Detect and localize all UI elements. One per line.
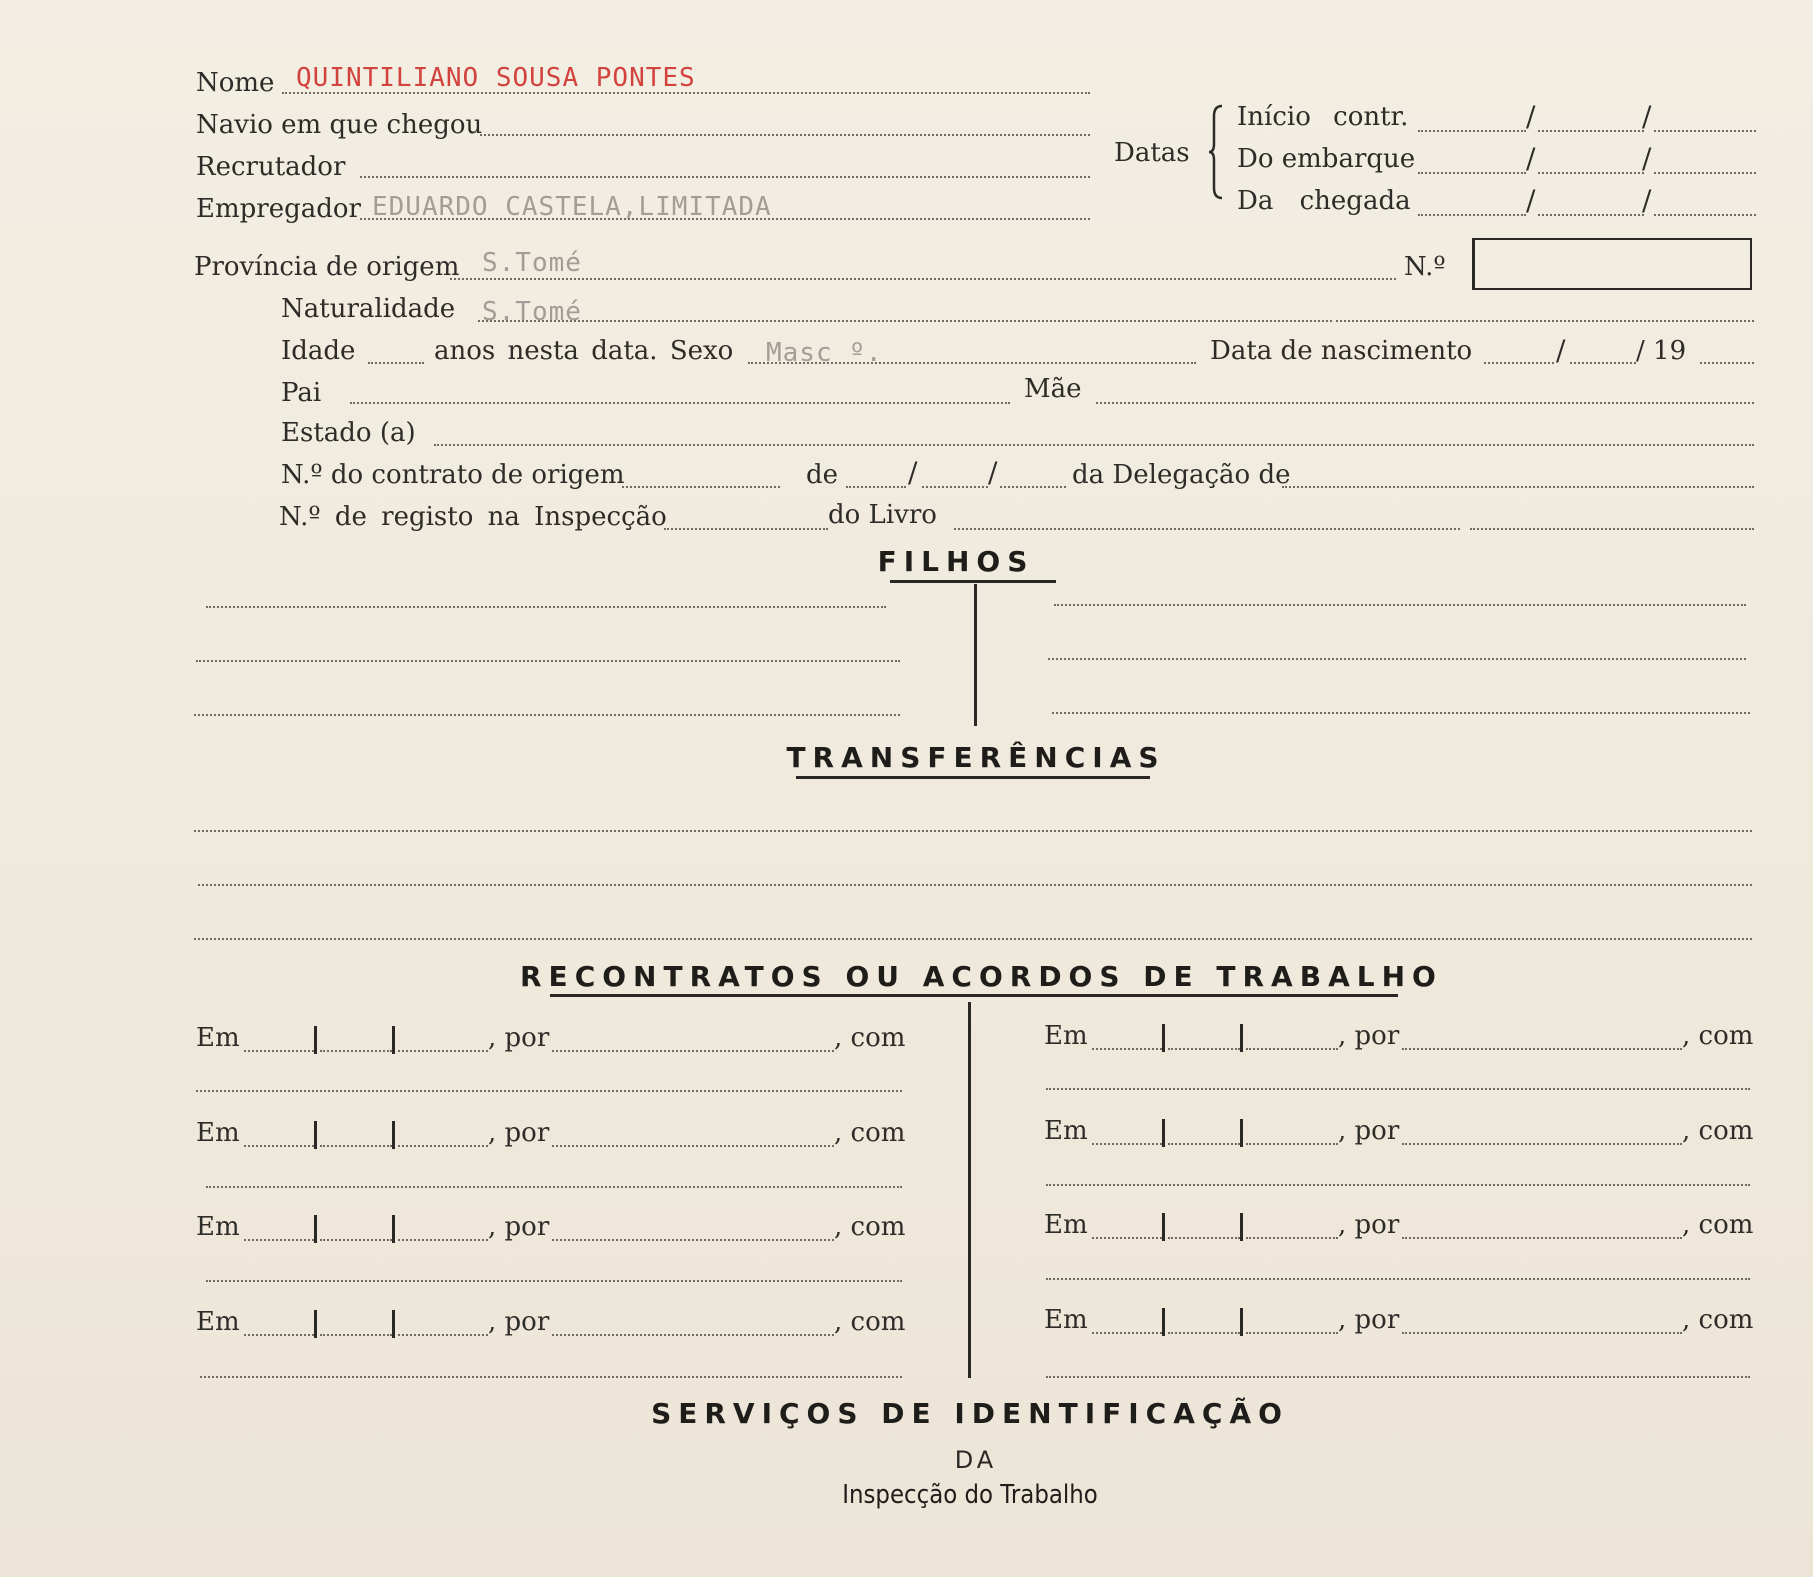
filhos-line [206, 606, 886, 608]
recontrato-em: Em [1044, 1116, 1088, 1146]
date-dots [320, 1145, 392, 1147]
filhos-divider [974, 584, 977, 726]
filhos-heading: FILHOS [877, 545, 1035, 578]
transferencias-underline [796, 776, 1150, 779]
date-dots [320, 1334, 392, 1336]
date-dots [1246, 1332, 1338, 1334]
continuation-line [1046, 1376, 1750, 1378]
empregador-label: Empregador [196, 194, 361, 224]
contrato-de-label: de [806, 460, 839, 490]
datas-inicio-day [1418, 130, 1526, 132]
datas-inicio-year [1654, 130, 1756, 132]
transferencias-heading: TRANSFERÊNCIAS [786, 741, 1166, 774]
recontrato-com: , com [834, 1307, 906, 1337]
por-dots [1402, 1237, 1682, 1239]
nascimento-label: Data de nascimento [1210, 336, 1473, 366]
date-dots [1168, 1048, 1240, 1050]
por-dots [552, 1239, 834, 1241]
contrato-label: N.º do contrato de origem [281, 460, 625, 490]
date-separator [314, 1121, 317, 1149]
date-dots [1092, 1048, 1162, 1050]
date-dots [244, 1145, 314, 1147]
date-dots [1092, 1332, 1162, 1334]
pai-line [350, 402, 1010, 404]
registo-label: N.º de registo na Inspecção [279, 502, 667, 532]
estado-line [434, 444, 1754, 446]
recontrato-por: , por [488, 1118, 550, 1148]
por-dots [552, 1050, 834, 1052]
date-dots [244, 1050, 314, 1052]
registo-line [664, 528, 828, 530]
recontrato-por: , por [1338, 1305, 1400, 1335]
date-dots [1092, 1237, 1162, 1239]
recontratos-divider [968, 1002, 971, 1378]
date-dots [398, 1050, 488, 1052]
date-separator [314, 1215, 317, 1243]
por-dots [1402, 1143, 1682, 1145]
naturalidade-line [478, 320, 1332, 322]
date-separator [1240, 1308, 1243, 1336]
livro-line [954, 528, 1460, 530]
date-dots [1168, 1332, 1240, 1334]
date-dots [1092, 1143, 1162, 1145]
nascimento-month [1570, 362, 1636, 364]
datas-brace-icon [1208, 104, 1226, 200]
contrato-line [622, 486, 780, 488]
recrutador-line [360, 176, 1090, 178]
contrato-day [846, 486, 906, 488]
recontrato-em: Em [196, 1212, 240, 1242]
nascimento-year-prefix: / 19 [1636, 336, 1687, 366]
por-dots [1402, 1048, 1682, 1050]
provincia-label: Província de origem [194, 252, 460, 282]
servicos-heading: SERVIÇOS DE IDENTIFICAÇÃO [651, 1397, 1289, 1430]
date-dots [320, 1050, 392, 1052]
mae-line [1096, 402, 1754, 404]
date-dots [244, 1334, 314, 1336]
recontrato-com: , com [834, 1023, 906, 1053]
recontrato-por: , por [488, 1307, 550, 1337]
datas-chegada-day [1418, 214, 1526, 216]
mae-label: Mãe [1024, 374, 1082, 404]
livro-line-2 [1470, 528, 1754, 530]
date-separator [1240, 1024, 1243, 1052]
datas-chegada-month [1538, 214, 1644, 216]
delegacao-label: da Delegação de [1072, 460, 1291, 490]
date-separator [392, 1310, 395, 1338]
numero-box [1472, 238, 1752, 290]
date-separator [1162, 1024, 1165, 1052]
continuation-line [200, 1376, 902, 1378]
recontratos-underline [550, 994, 1398, 997]
delegacao-line [1282, 486, 1754, 488]
recontrato-em: Em [196, 1023, 240, 1053]
recontrato-em: Em [1044, 1210, 1088, 1240]
datas-inicio-label: Início contr. [1237, 102, 1409, 132]
continuation-line [206, 1280, 902, 1282]
filhos-line [194, 714, 900, 716]
sexo-line [748, 362, 1196, 364]
nome-label: Nome [196, 68, 275, 98]
navio-line [480, 134, 1090, 136]
date-separator [392, 1026, 395, 1054]
recontrato-em: Em [196, 1118, 240, 1148]
continuation-line [196, 1090, 902, 1092]
date-dots [1168, 1143, 1240, 1145]
filhos-line [1052, 712, 1750, 714]
nome-line [282, 92, 1090, 94]
recontrato-com: , com [834, 1118, 906, 1148]
da-label: DA [954, 1446, 998, 1474]
date-dots [1246, 1143, 1338, 1145]
naturalidade-label: Naturalidade [281, 294, 456, 324]
filhos-line [1054, 604, 1746, 606]
continuation-line [1046, 1278, 1750, 1280]
recontrato-por: , por [1338, 1116, 1400, 1146]
date-dots [244, 1239, 314, 1241]
navio-label: Navio em que chegou [196, 110, 483, 140]
date-separator [392, 1121, 395, 1149]
date-separator [1162, 1119, 1165, 1147]
date-separator [314, 1026, 317, 1054]
estado-label: Estado (a) [281, 418, 416, 448]
recontrato-por: , por [1338, 1021, 1400, 1051]
recontrato-com: , com [1682, 1116, 1754, 1146]
pai-label: Pai [281, 378, 322, 408]
continuation-line [206, 1186, 902, 1188]
empregador-value: EDUARDO CASTELA,LIMITADA [372, 192, 772, 222]
transferencias-line [198, 884, 1752, 886]
filhos-underline [890, 580, 1056, 583]
datas-embarque-year [1654, 172, 1756, 174]
recontrato-por: , por [1338, 1210, 1400, 1240]
idade-label: Idade [281, 336, 356, 366]
datas-embarque-month [1538, 172, 1644, 174]
continuation-line [1046, 1088, 1750, 1090]
empregador-line [360, 218, 1090, 220]
livro-label: do Livro [828, 500, 937, 530]
recontrato-por: , por [488, 1023, 550, 1053]
por-dots [552, 1334, 834, 1336]
recontrato-por: , por [488, 1212, 550, 1242]
date-dots [1168, 1237, 1240, 1239]
naturalidade-value: S.Tomé [482, 297, 582, 327]
recontrato-em: Em [1044, 1021, 1088, 1051]
date-separator [314, 1310, 317, 1338]
date-separator [1240, 1119, 1243, 1147]
date-dots [398, 1334, 488, 1336]
por-dots [1402, 1332, 1682, 1334]
continuation-line [1046, 1184, 1750, 1186]
idade-line [368, 362, 424, 364]
registration-card: Nome QUINTILIANO SOUSA PONTES Navio em que chegou Recrutador Empregador EDUARDO CASTELA,LIMITADA Datas Início contr. Do embarque Da chegada / / / / / / Província de origem S.Tomé N.º Naturalidade S.Tomé Idade anos nesta data. Sexo Masc º. Data de nascimento / / 19 Pai Mãe Estado (a) N.º do contrato de origem de / / da Delegação de N.º de registo na Inspecção do Livro FILHOS TRANSFERÊNCIAS RECONTRATOS OU ACORDOS DE TRABALHO Em , por , com Em , por , com Em , por , com Em , por , com Em , por , com Em , por , com Em , por , com Em , por , com SERVIÇOS DE IDENTIFICAÇÃO DA Inspecção do Trabalho [0, 0, 1813, 1577]
recontrato-em: Em [196, 1307, 240, 1337]
date-separator [392, 1215, 395, 1243]
naturalidade-line-2 [1336, 320, 1754, 322]
filhos-line [196, 660, 900, 662]
datas-chegada-label: Da chegada [1237, 186, 1411, 216]
datas-embarque-label: Do embarque [1237, 144, 1416, 174]
recontrato-com: , com [1682, 1210, 1754, 1240]
recrutador-label: Recrutador [196, 152, 346, 182]
provincia-value: S.Tomé [482, 248, 582, 278]
datas-embarque-day [1418, 172, 1526, 174]
recontrato-com: , com [1682, 1021, 1754, 1051]
anos-sexo-label: anos nesta data. Sexo [434, 336, 734, 366]
date-dots [398, 1239, 488, 1241]
nome-value: QUINTILIANO SOUSA PONTES [296, 63, 696, 93]
recontrato-com: , com [834, 1212, 906, 1242]
filhos-line [1048, 658, 1746, 660]
contrato-month [922, 486, 988, 488]
recontratos-heading: RECONTRATOS OU ACORDOS DE TRABALHO [520, 960, 1443, 993]
recontrato-com: , com [1682, 1305, 1754, 1335]
nascimento-day [1484, 362, 1554, 364]
date-separator [1162, 1308, 1165, 1336]
numero-label: N.º [1404, 252, 1446, 282]
date-dots [1246, 1237, 1338, 1239]
sexo-value: Masc º. [766, 338, 883, 368]
provincia-line [450, 278, 1396, 280]
datas-inicio-month [1538, 130, 1644, 132]
datas-label: Datas [1114, 138, 1190, 168]
por-dots [552, 1145, 834, 1147]
contrato-year [1000, 486, 1066, 488]
recontrato-em: Em [1044, 1305, 1088, 1335]
inspeccao-label: Inspecção do Trabalho [842, 1480, 1098, 1510]
date-separator [1240, 1213, 1243, 1241]
datas-chegada-year [1654, 214, 1756, 216]
transferencias-line [194, 938, 1752, 940]
nascimento-year [1700, 362, 1754, 364]
date-separator [1162, 1213, 1165, 1241]
transferencias-line [194, 830, 1752, 832]
date-dots [1246, 1048, 1338, 1050]
date-dots [398, 1145, 488, 1147]
date-dots [320, 1239, 392, 1241]
